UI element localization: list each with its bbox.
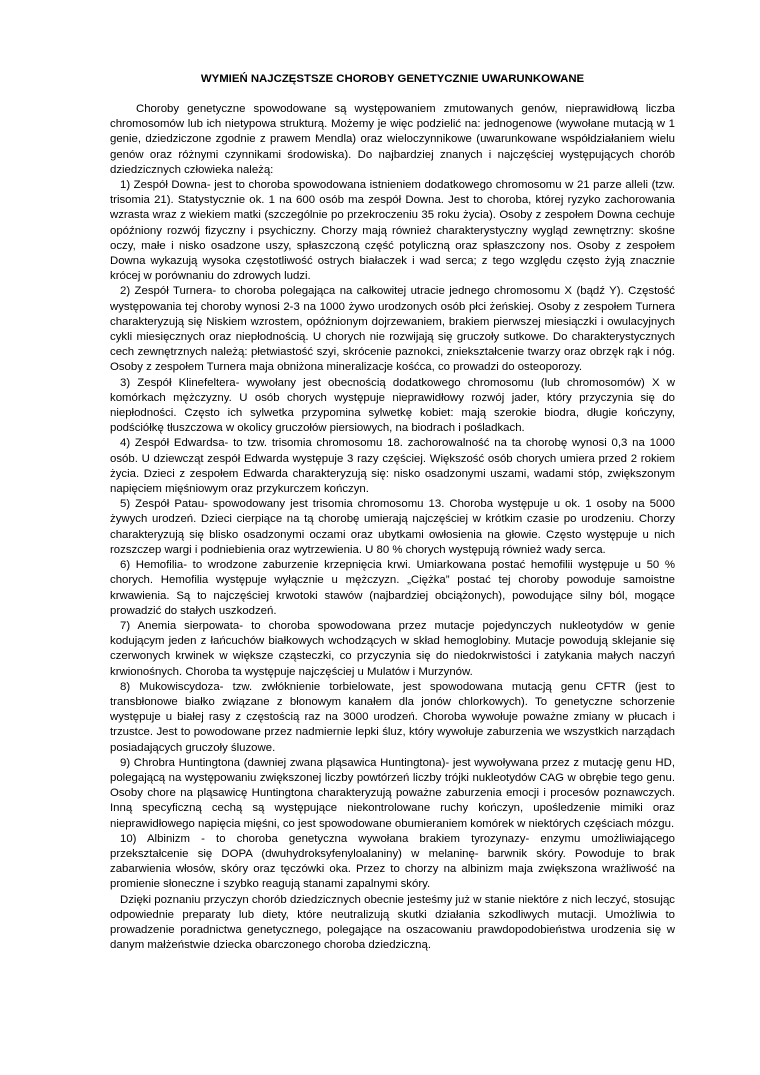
document-title: WYMIEŃ NAJCZĘSTSZE CHOROBY GENETYCZNIE UWARUNKOWANE [200,73,585,85]
document-page [110,72,675,953]
list-item-edwards-syndrome: 4) Zespół Edwardsa- to tzw. trisomia chromosomu 18. zachorowalność na ta chorobę wynosi 0,3 na 1000 osób. U dziewcząt zespół Edwarda występuje 3 razy częściej. Większość osób chorych umiera przed 2 rokiem życia. Dzieci z zespołem Edwarda charakteryzują się: nisko osadzonymi uszami, wadami stóp, zwiększonym napięciem mięśniowym oraz przykurczem kończyn. [110,437,675,496]
list-item-turner-syndrome: 2) Zespół Turnera- to choroba polegająca na całkowitej utracie jednego chromosomu X (bądź Y). Częstość występowania tej choroby wynosi 2-3 na 1000 żywo urodzonych osób płci żeńskiej. Osoby z zespołem Turnera charakteryzują się Niskiem wzrostem, opóźnionym dojrzewaniem, brakiem pierwszej miesiączki i owulacyjnych cykli miesięcznych oraz niepłodnością. U chorych nie rozwijają się gruczoły sutkowe. Do charakterystycznych cech zewnętrznych należą: płetwiastość szyi, skrócenie paznokci, zniekształcenie twarzy oraz obrzęk rąk i nóg. Osoby z zespołem Turnera maja obniżona mineralizacje kośćca, co prowadzi do osteoporozy. [110,285,675,374]
list-item-sickle-cell-anemia: 7) Anemia sierpowata- to choroba spowodowana przez mutacje pojedynczych nukleotydów w genie kodującym jeden z łańcuchów białkowych wchodzących w skład hemoglobiny. Mutacje powodują sklejanie się czerwonych krwinek w większe cząsteczki, co przyczynia się do niedokrwistości i zatykania małych naczyń krwionośnych. Choroba ta występuje najczęściej u Mulatów i Murzynów. [110,619,675,678]
list-item-klinefelter-syndrome: 3) Zespół Klinefeltera- wywołany jest obecnością dodatkowego chromosomu (lub chromosomów) X w komórkach mężczyzny. U osób chorych występuje nieprawidłowy rozwój jader, który przyczynia się do niepłodności. Często ich sylwetka przypomina sylwetkę kobiet: mają szerokie biodra, długie kończyny, podściółkę tłuszczowa w okolicy gruczołów piersiowych, na biodrach i pośladkach. [110,376,675,435]
list-item-huntington-disease: 9) Chrobra Huntingtona (dawniej zwana pląsawica Huntingtona)- jest wywoływana przez z mutację genu HD, polegającą na występowaniu zwiększonej liczby powtórzeń liczby trójki nukleotydów CAG w obrębie tego genu. Osoby chore na pląsawicę Huntingtona charakteryzują poważne zaburzenia emocji i procesów poznawczych. Inną specyficzną cechą są występujące niekontrolowane ruchy kończyn, upośledzenie mimiki oraz nieprawidłowego napięcia mięśni, co jest spowodowane obumieraniem komórek w niektórych częściach mózgu. [110,756,675,830]
list-item-down-syndrome: 1) Zespół Downa- jest to choroba spowodowana istnieniem dodatkowego chromosomu w 21 parze alleli (tzw. trisomia 21). Statystycznie ok. 1 na 600 osób ma zespół Downa. Jest to choroba, której ryzyko zachorowania wzrasta wraz z wiekiem matki (szczególnie po przekroczeniu 35 roku życia). Osoby z zespołem Downa cechuje opóźniony rozwój fizyczny i psychiczny. Chorzy mają również charakterystyczny wygląd zewnętrzny: skośne oczy, małe i nisko osadzone uszy, spłaszczoną część potyliczną oraz spłaszczony nos. Osoby z zespołem Downa wykazują wysoka częstotliwość ostrych białaczek i wad serca; z tego względu często żyją znacznie krócej w porównaniu do zdrowych ludzi. [110,179,675,283]
list-item-hemophilia: 6) Hemofilia- to wrodzone zaburzenie krzepnięcia krwi. Umiarkowana postać hemofilii występuje u 50 % chorych. Hemofilia występuje wyłącznie u mężczyzn. „Ciężka” postać tej choroby powoduje samoistne krwawienia. Są to najczęściej krwotoki stawów (najbardziej obciążonych), powodujące silny ból, mogące prowadzić do stałych uszkodzeń. [110,559,675,617]
list-item-patau-syndrome: 5) Zespół Patau- spowodowany jest trisomia chromosomu 13. Choroba występuje u ok. 1 osoby na 5000 żywych urodzeń. Dzieci cierpiące na tą chorobę umierają najczęściej w krótkim czasie po urodzeniu. Chorzy charakteryzują się blisko osadzonymi oczami oraz ubytkami owłosienia na głowie. Często występuje u nich rozszczep wargi i podniebienia oraz wytrzewienia. U 80 % chorych występują również wady serca. [110,498,675,556]
list-item-albinism: 10) Albinizm - to choroba genetyczna wywołana brakiem tyrozynazy- enzymu umożliwiającego przekształcenie się DOPA (dwuhydroksyfenyloalaniny) w melaninę- barwnik skóry. Powoduje to brak zabarwienia włosów, skóry oraz tęczówki oka. Przez to chorzy na albinizm maja zwiększona wrażliwość na promienie słoneczne i szybko reagują stanami zapalnymi skóry. [110,832,675,891]
closing-paragraph: Dzięki poznaniu przyczyn chorób dziedzicznych obecnie jesteśmy już w stanie niektóre z nich leczyć, stosując odpowiednie preparaty lub diety, które neutralizują skutki działania szkodliwych mutacji. Umożliwia to prowadzenie poradnictwa genetycznego, polegające na oszacowaniu prawdopodobieństwa urodzenia się w danym małżeństwie dziecka obarczonego choroba dziedziczną. [110,893,675,952]
list-item-cystic-fibrosis: 8) Mukowiscydoza- tzw. zwłóknienie torbielowate, jest spowodowana mutacją genu CFTR (jest to transbłonowe białko związane z błonowym kanałem dla jonów chlorkowych). To genetyczne schorzenie występuje u białej rasy z częstością raz na 3000 urodzeń. Choroba wywołuje poważne zmiany w płucach i trzustce. Jest to powodowane przez nadmiernie lepki śluz, który wywołuje zaburzenia we wszystkich narządach posiadających gruczoły śluzowe. [110,680,675,754]
intro-paragraph: Choroby genetyczne spowodowane są występowaniem zmutowanych genów, nieprawidłową liczba chromosomów lub ich nietypowa strukturą. Możemy je więc podzielić na: jednogenowe (wywołane mutacją w 1 genie, dziedziczone zgodnie z prawem Mendla) oraz wieloczynnikowe (uwarunkowane współdziałaniem wielu genów oraz różnymi czynnikami środowiska). Do najbardziej znanych i najczęściej występujących chorób dziedzicznych człowieka należą: [110,103,675,176]
